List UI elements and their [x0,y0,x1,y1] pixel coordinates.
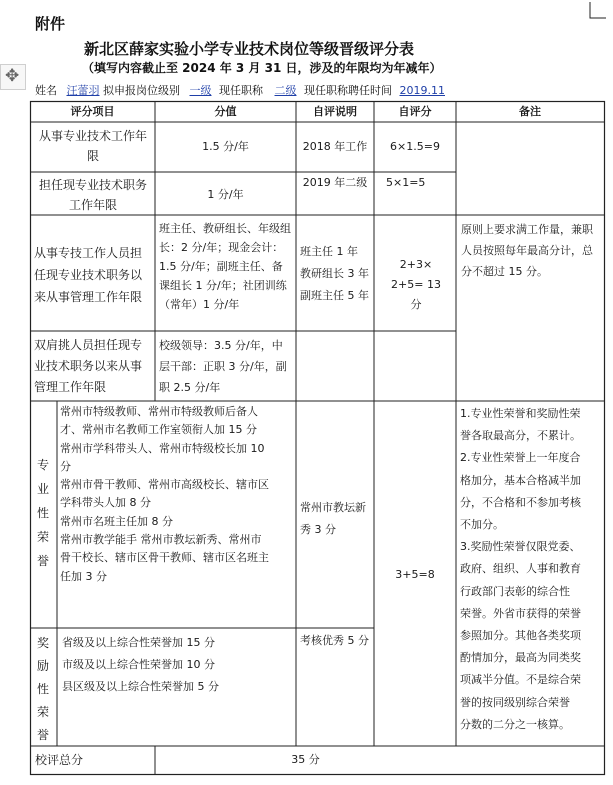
row2-self: 5×1=5 [386,176,426,189]
row3-explain-2: 教研组长 3 年 [300,267,369,280]
honor-note-line: 荣誉。外省市获得的荣誉 [460,606,581,620]
honor-note-line: 誉的按同级别综合荣誉 [460,695,570,709]
professional-line: 学科带头人加 8 分 [60,496,151,510]
professional-line: 常州市教学能手 常州市教坛新秀、常州市 [60,533,262,547]
attachment-label: 附件 [35,15,66,33]
honor-note-line: 3.奖励性荣誉仅限党委、 [460,540,581,554]
honor-note-line: 分数的二分之一核算。 [460,717,570,731]
honor-note-line: 行政部门表彰的综合性 [460,584,570,598]
row3-item: 从事专技工作人员担任现专业技术职务以来从事管理工作年限 [34,246,143,304]
header-explain: 自评说明 [313,105,357,118]
row1-score: 1.5 分/年 [202,140,249,153]
apply-value: 一级 [189,84,212,97]
total-label: 校评总分 [35,753,84,767]
honor-note-line: 不加分。 [460,518,504,532]
row1-explain: 2018 年工作 [302,140,368,153]
row2-score: 1 分/年 [207,188,244,201]
row4-item: 双肩挑人员担任现专业技术职务以来从事管理工作年限 [34,338,143,394]
professional-line: 才、常州市名教师工作室领衔人加 15 分 [60,423,257,437]
row1-self: 6×1.5=9 [390,140,440,153]
total-value: 35 分 [291,753,320,766]
professional-line: 常州市骨干教师、常州市高级校长、辖市区 [60,478,269,492]
time-label: 现任职称聘任时间 [304,84,392,97]
award-explain: 考核优秀 5 分 [300,634,369,647]
row3-explain-3: 副班主任 5 年 [300,289,369,302]
current-value: 二级 [274,84,297,97]
row3-score: 班主任、教研组长、年级组长：2 分/年；现金会计：1.5 分/年；副班主任、备课组长 1 分/年；社团训练（常年）1 分/年 [159,222,291,311]
professional-line: 任加 3 分 [60,569,107,583]
page-title: 新北区薛家实验小学专业技术岗位等级晋级评分表 [84,40,415,58]
name-label: 姓名 [35,84,57,97]
honor-self-score: 3+5=8 [395,568,435,581]
honor-note-line: 酌情加分，最高为同类奖 [460,651,581,665]
row3-note: 原则上要求满工作量，兼职人员按照每年最高分计，总分不超过 15 分。 [461,223,593,278]
header-item: 评分项目 [70,105,115,118]
honor-note-line: 2.专业性荣誉上一年度合 [460,451,581,465]
current-label: 现任职称 [219,84,263,97]
time-value: 2019.11 [399,84,445,97]
honor-note-line: 政府、组织、人事和教育 [460,562,581,576]
row4-score: 校级领导：3.5 分/年，中层干部：正职 3 分/年，副职 2.5 分/年 [159,339,287,394]
honor-note [460,403,603,736]
award-honor-list [62,632,294,698]
honor-note-line: 参照加分。其他各类奖项 [460,629,581,643]
row3-self: 2+3× 2+5= 13 分 [391,258,441,311]
honor-note-line: 誉各取最高分，不累计。 [460,429,581,443]
header-self: 自评分 [398,105,432,118]
row3-explain-1: 班主任 1 年 [300,245,358,258]
award-line: 市级及以上综合性荣誉加 10 分 [62,658,215,671]
honor-note-line: 项减半分值。不是综合荣 [460,673,581,687]
professional-line: 分 [60,459,71,473]
award-honor-label: 奖励性荣誉 [36,636,49,742]
header-score: 分值 [214,105,237,118]
award-line: 县区级及以上综合性荣誉加 5 分 [62,680,219,693]
professional-honor-list [60,403,296,586]
honor-note-line: 1.专业性荣誉和奖励性荣 [460,407,581,420]
professional-line: 常州市名班主任加 8 分 [60,514,173,528]
row2-item: 担任现专业技术职务工作年限 [38,178,147,212]
professional-honor-label: 专业性荣誉 [36,458,49,568]
header-note: 备注 [519,105,541,118]
award-line: 省级及以上综合性荣誉加 15 分 [62,636,215,649]
page-subtitle: （填写内容截止至 2024 年 3 月 31 日，涉及的年限均为年减年） [82,61,442,75]
row2-explain: 2019 年二级 [302,176,368,189]
professional-explain: 常州市教坛新秀 3 分 [300,501,366,536]
honor-note-line: 格加分，基本合格减半加 [460,473,581,487]
professional-line: 骨干校长、辖市区骨干教师、辖市区名班主 [60,551,269,565]
name-value: 汪蕾羽 [66,84,100,97]
honor-note-line: 分，不合格和不参加考核 [460,495,581,509]
professional-line: 常州市特级教师、常州市特级教师后备人 [60,405,258,418]
row1-item: 从事专业技术工作年限 [38,129,147,163]
professional-line: 常州市学科带头人、常州市特级校长加 10 [60,441,265,455]
apply-label: 拟申报岗位级别 [103,84,180,97]
